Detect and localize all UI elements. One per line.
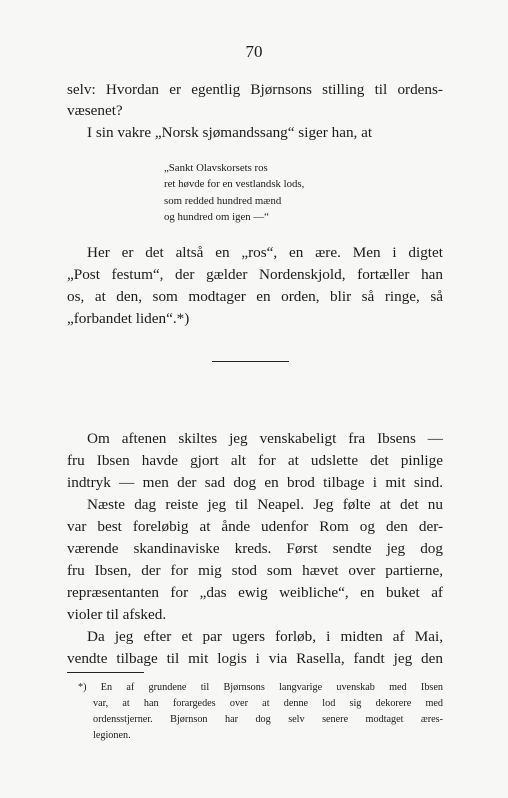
text-line: „forbandet liden“.*): [67, 310, 190, 327]
footnote-line: var, at han forargedes over at denne lod sig dekorere med: [93, 698, 443, 709]
text-line: os, at den, som modtager en orden, blir så ringe, så: [67, 288, 443, 305]
text-line: fru Ibsen havde gjort alt for at udslette det pinlige: [67, 452, 443, 469]
text-line: vendte tilbage til mit logis i via Rasella, fandt jeg den: [67, 650, 443, 667]
text-line: værende skandinaviske kreds. Først sendte jeg dog: [67, 540, 443, 557]
text-line: Her er det altså en „ros“, en ære. Men i digtet: [87, 244, 443, 261]
footnote-line: legionen.: [93, 730, 131, 741]
verse-line: ret høvde for en vestlandsk lods,: [164, 178, 305, 190]
text-line: I sin vakre „Norsk sjømandssang“ siger han, at: [87, 124, 373, 141]
verse-line: „Sankt Olavskorsets ros: [164, 162, 268, 174]
text-line: Da jeg efter et par ugers forløb, i midten af Mai,: [87, 628, 443, 645]
text-line: væsenet?: [67, 102, 123, 119]
text-line: repræsentanten for „das ewig weibliche“, en buket af: [67, 584, 443, 601]
text-line: „Post festum“, der gælder Nordenskjold, fortæller han: [67, 266, 443, 283]
text-line: fru Ibsen, der for mig stod som hævet over partierne,: [67, 562, 443, 579]
text-line: indtryk — men der sad dog en brod tilbage i mit sind.: [67, 474, 443, 491]
verse-line: og hundred om igen —“: [164, 211, 269, 223]
verse-line: som redded hundred mænd: [164, 195, 282, 207]
page-number: 70: [245, 42, 263, 61]
footnote-line: *) En af grundene til Bjørnsons langvarige uvenskab med Ibsen: [78, 682, 443, 693]
footnote-line: ordensstjerner. Bjørnson har dog selv senere modtaget æres-: [93, 714, 443, 725]
text-line: violer til afsked.: [67, 606, 167, 623]
text-line: var best foreløbig at ånde udenfor Rom og den der-: [67, 518, 443, 535]
footnote-separator: [67, 672, 144, 673]
text-line: selv: Hvordan er egentlig Bjørnsons stilling til ordens-: [67, 81, 443, 98]
text-line: Om aftenen skiltes jeg venskabeligt fra Ibsens —: [87, 430, 443, 447]
section-divider: [212, 361, 289, 362]
text-line: Næste dag reiste jeg til Neapel. Jeg følte at det nu: [87, 496, 443, 513]
